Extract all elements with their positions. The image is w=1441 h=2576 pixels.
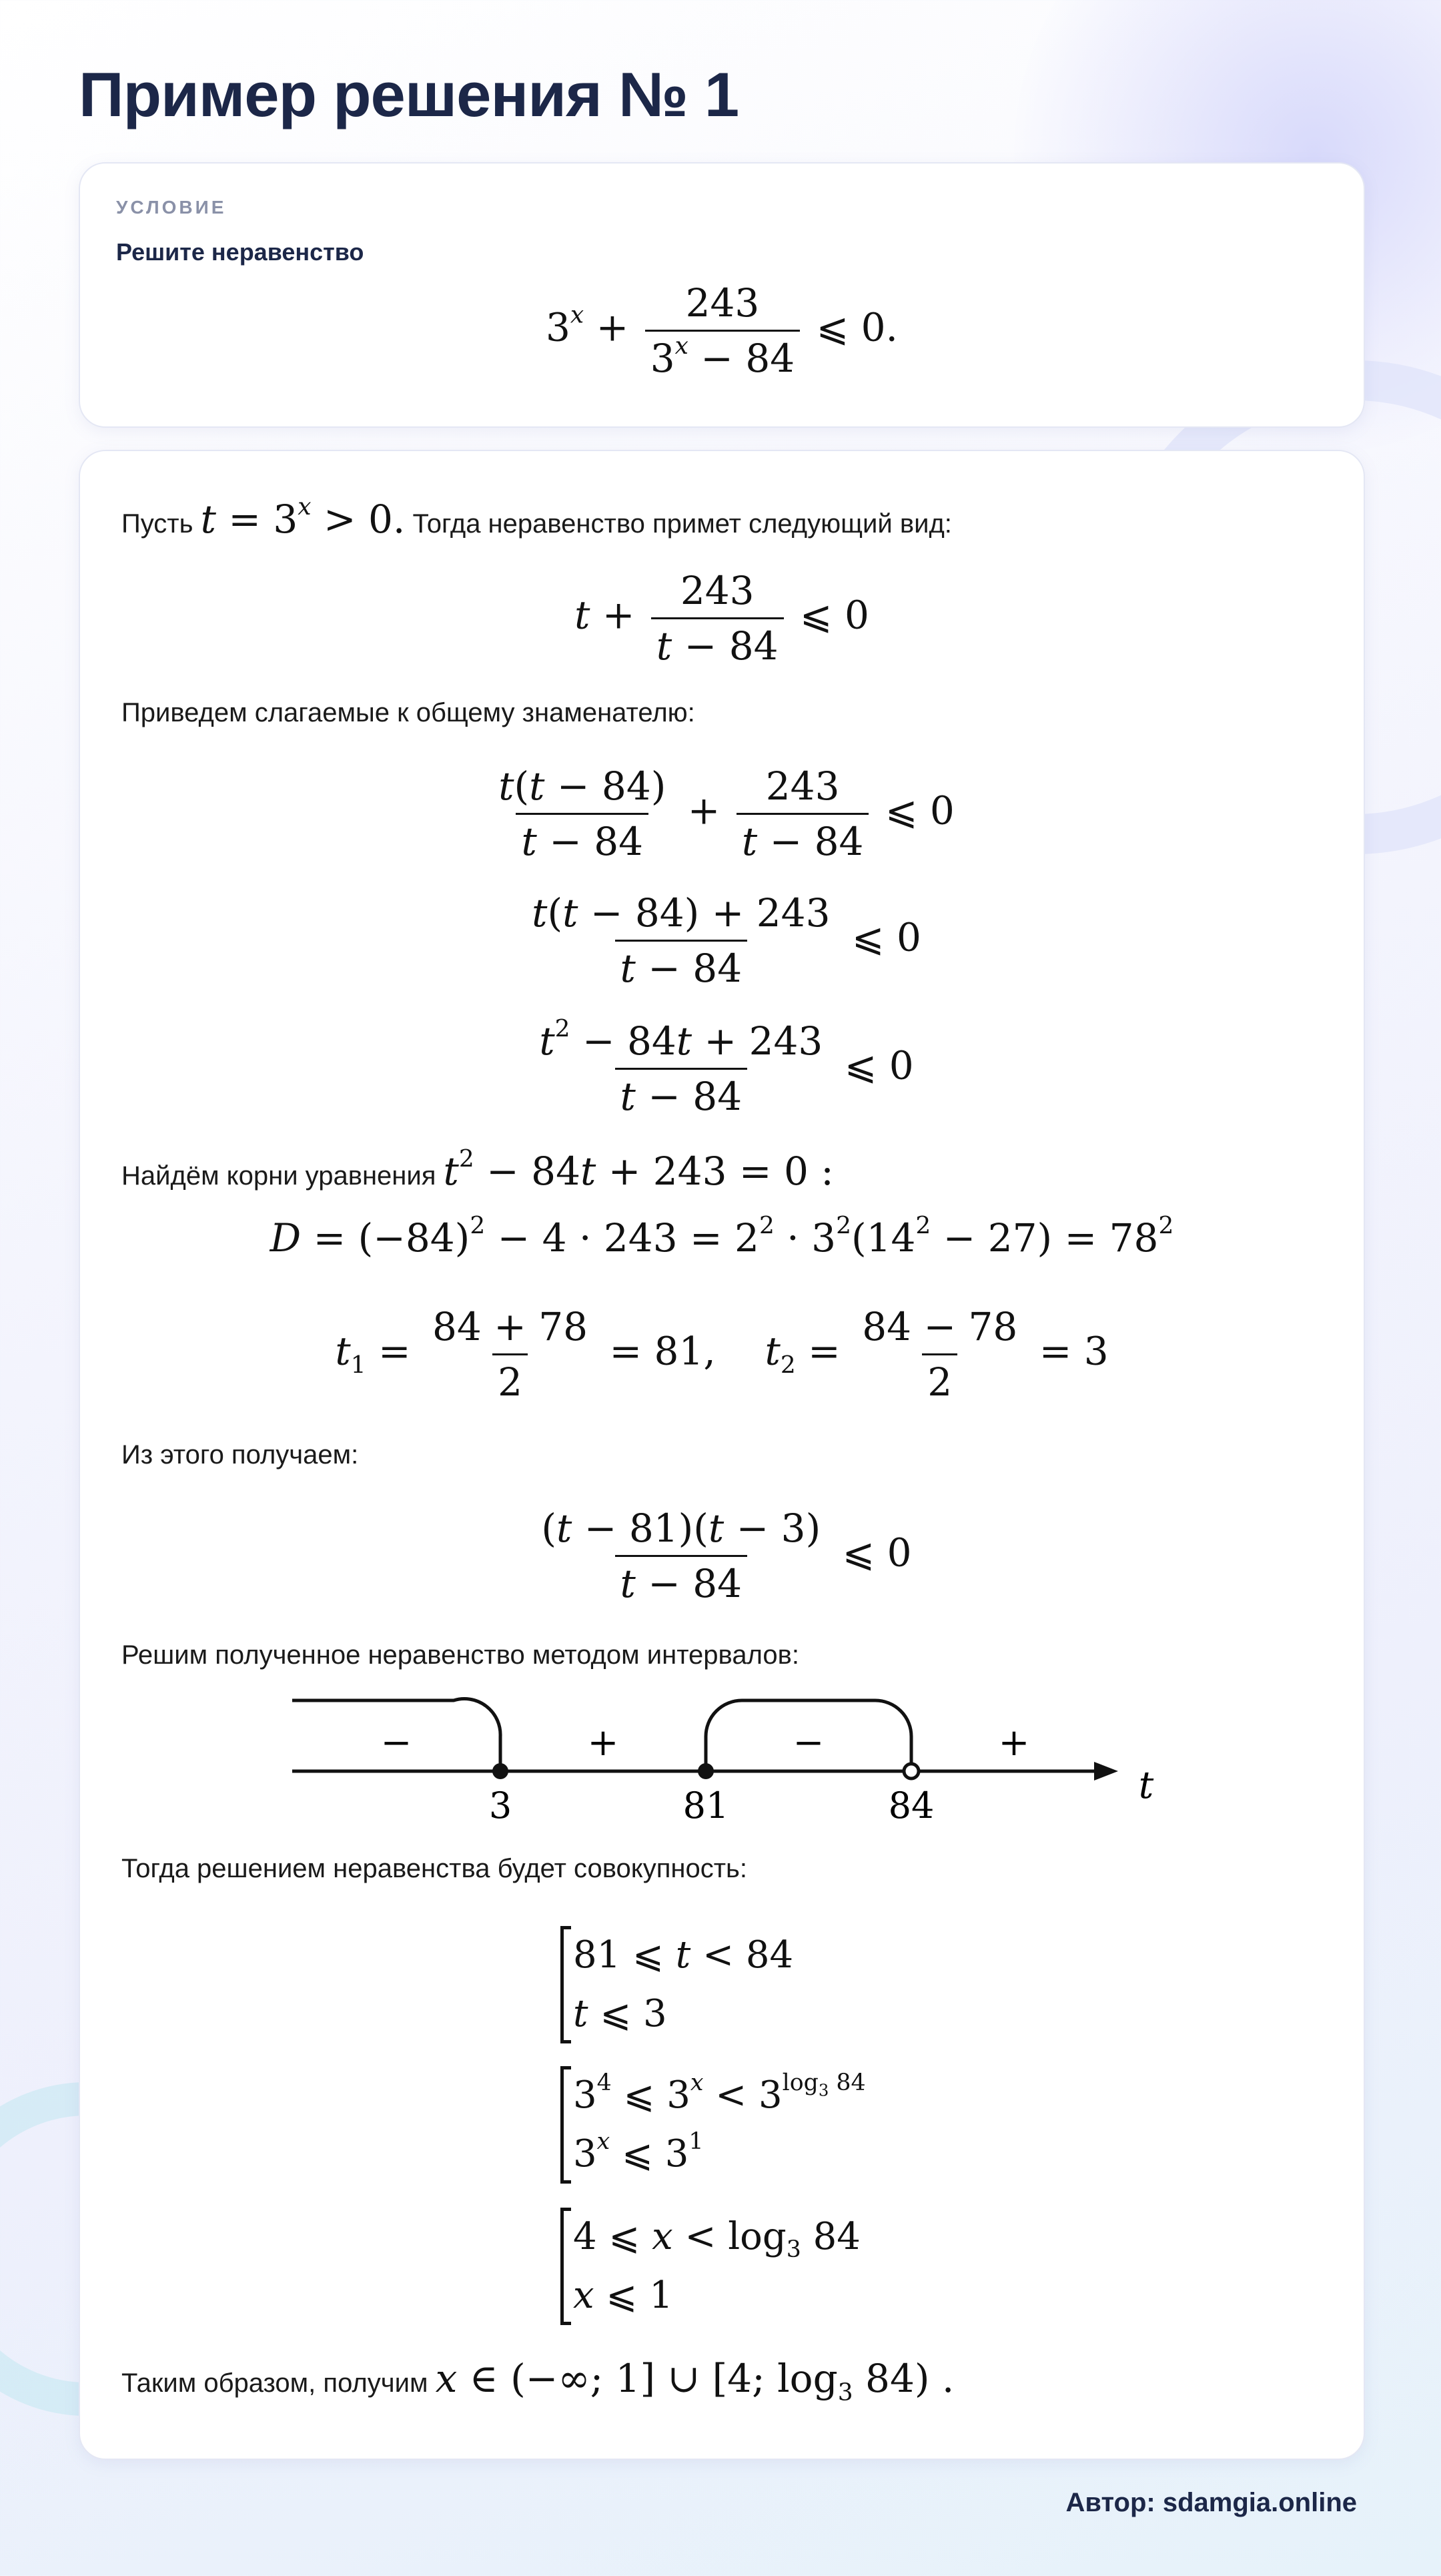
formula-quadratic-fraction: $\frac{t^2 - 84t + 243}{t - 84}$ ⩽ 0 bbox=[539, 1015, 914, 1119]
condition-formula: $3^x$ + $\frac{243}{3^x - 84}$ ⩽ 0. bbox=[546, 280, 898, 381]
axis-variable-label: t bbox=[1138, 1764, 1154, 1807]
formula-substituted: t + $\frac{243}{t - 84}$ ⩽ 0 bbox=[574, 568, 869, 669]
solution-paragraph-common-denominator: Приведем слагаемые к общему знаменателю: bbox=[121, 698, 695, 727]
condition-text: Решите неравенство bbox=[116, 238, 364, 266]
system-2 bbox=[560, 2066, 973, 2184]
formula-discriminant: $D = (-84)^2 - 4 \cdot 243 = 2^2 \cdot 3^2(14^2 - 27) = 78^2$ bbox=[270, 1212, 1174, 1261]
axis-arrow bbox=[1094, 1762, 1118, 1781]
page-title: Пример решения № 1 bbox=[79, 59, 739, 129]
system-1-row-2: t ⩽ 3 bbox=[573, 1992, 667, 2035]
solution-paragraph-roots: Найдём корни уравнения $t^2 - 84t + 243 = 0$ : bbox=[121, 1145, 834, 1194]
formula-factored: $\frac{(t - 81)(t - 3)}{t - 84}$ ⩽ 0 bbox=[541, 1506, 912, 1606]
sign-1: − bbox=[380, 1721, 412, 1764]
solution-card bbox=[79, 450, 1365, 2460]
point-3 bbox=[492, 1763, 508, 1779]
system-3 bbox=[560, 2208, 973, 2325]
condition-label: УСЛОВИЕ bbox=[116, 197, 227, 218]
point-81 bbox=[698, 1763, 714, 1779]
solution-paragraph-answer: Таким образом, получим x ∈ (−∞; 1] ∪ [4; $\log_3 84$) . bbox=[121, 2356, 955, 2406]
point-label-81: 81 bbox=[682, 1785, 729, 1827]
condition-card bbox=[79, 162, 1365, 428]
sign-4: + bbox=[998, 1721, 1030, 1764]
solution-paragraph-substitution: Пусть $t = 3^x > 0$. Тогда неравенство примет следующий вид: bbox=[121, 493, 952, 542]
system-1 bbox=[560, 1926, 973, 2043]
system-3-row-1: 4 ⩽ $x < \log_3 84$ bbox=[573, 2215, 861, 2264]
sign-3: − bbox=[793, 1721, 825, 1764]
system-1-row-1: 81 ⩽ t < 84 bbox=[573, 1933, 794, 1977]
sign-2: + bbox=[587, 1721, 619, 1764]
interval-diagram bbox=[80, 1672, 1364, 1833]
formula-common-denominator-2: $\frac{t(t - 84) + 243}{t - 84}$ ⩽ 0 bbox=[532, 890, 921, 991]
formula-roots: $t_1$ = $\frac{84 + 78}{2}$ = 81, $t_2$ = $\frac{84 - 78}{2}$ = 3 bbox=[335, 1304, 1109, 1405]
point-label-3: 3 bbox=[488, 1785, 512, 1827]
solution-paragraph-interval-method: Решим полученное неравенство методом интервалов: bbox=[121, 1640, 799, 1670]
system-3-row-2: x ⩽ 1 bbox=[573, 2274, 673, 2317]
system-2-row-1: $3^4$ ⩽ $3^x < 3^{log_3 84}$ bbox=[573, 2069, 866, 2117]
author-credit: Автор: sdamgia.online bbox=[1065, 2488, 1357, 2517]
solution-paragraph-result: Из этого получаем: bbox=[121, 1440, 359, 1470]
formula-numerator: 243 bbox=[685, 280, 760, 326]
point-label-84: 84 bbox=[888, 1785, 935, 1827]
formula-common-denominator-1: $\frac{t(t - 84)}{t - 84}$ + $\frac{243}{t - 84}$ ⩽ 0 bbox=[498, 763, 955, 864]
solution-paragraph-combination: Тогда решением неравенства будет совокупность: bbox=[121, 1854, 747, 1883]
point-84-open bbox=[904, 1764, 919, 1779]
system-2-row-2: 3$^x$ ⩽ $3^1$ bbox=[573, 2128, 704, 2176]
